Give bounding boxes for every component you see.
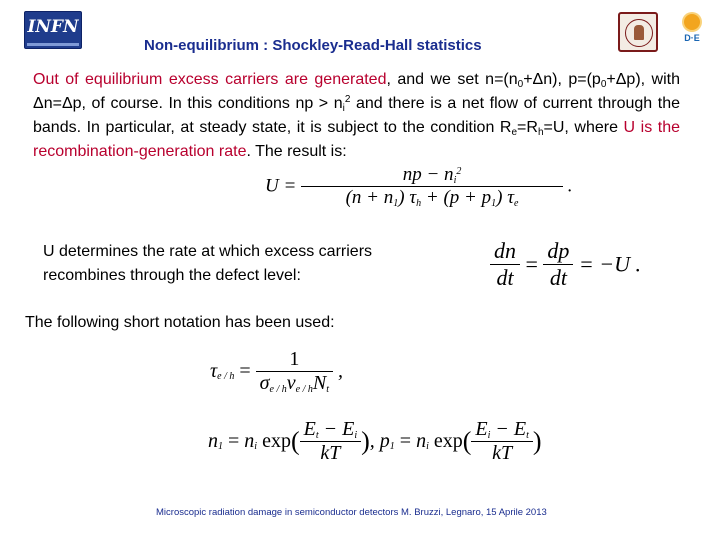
notation-label: The following short notation has been used: xyxy=(25,314,335,331)
eq1-den-text: (n + n xyxy=(345,187,394,208)
eq1-den-text: + (p + p xyxy=(421,187,492,208)
intro-red-u: U is the recombination-generation rate xyxy=(33,119,680,160)
eq4-sub: i xyxy=(354,430,358,441)
eq2-dt: dt xyxy=(496,265,514,290)
eq4-ni: n xyxy=(244,430,255,452)
delta-symbol: Δ xyxy=(532,71,544,88)
eq2-fraction-dn xyxy=(490,238,520,291)
eq4-e: − E xyxy=(490,418,527,440)
eq1-num-sup: 2 xyxy=(456,166,462,177)
intro-paragraph xyxy=(33,68,680,164)
intro-text: p), with xyxy=(626,71,680,88)
intro-text: and there is a net flow of current through the bands. In particular, at steady state, it is subject to the condition R xyxy=(33,95,680,136)
rate-line-1: U determines the rate at which excess carriers xyxy=(43,243,373,260)
eq1-numerator xyxy=(301,164,563,186)
eq3-numerator: 1 xyxy=(289,348,300,370)
eq4-sub: 1 xyxy=(389,441,395,453)
eq4-equals: = xyxy=(228,430,240,452)
eq4-fraction-1 xyxy=(300,418,362,465)
eq4-num-1 xyxy=(300,418,362,441)
intro-sub: h xyxy=(537,127,544,138)
infn-logo-text: INFN xyxy=(27,17,79,37)
intro-sub: i xyxy=(342,103,345,114)
eq4-kt: kT xyxy=(320,442,341,464)
eq4-e: E xyxy=(475,418,488,440)
eq4-paren-open: ( xyxy=(462,426,472,456)
intro-text: p, of course. In this conditions np > n xyxy=(72,95,343,112)
seal-emblem-icon xyxy=(625,19,653,47)
equation-n1-p1 xyxy=(208,418,542,465)
eq2-dt: dt xyxy=(549,265,567,290)
eq3-denominator xyxy=(256,372,333,395)
intro-text: n), p=(p xyxy=(543,71,601,88)
delta-symbol: Δ xyxy=(61,95,73,112)
slide-title: Non-equilibrium : Shockley-Read-Hall statistics xyxy=(144,37,482,54)
eq4-e: E xyxy=(303,418,316,440)
delta-symbol: Δ xyxy=(33,95,44,112)
eq1-lhs: U = xyxy=(265,175,297,197)
equation-u xyxy=(265,164,573,209)
dei-logo xyxy=(674,14,710,50)
eq2-equals: = xyxy=(525,251,538,277)
equation-dndt xyxy=(490,238,641,291)
intro-text: , and we set n=(n xyxy=(386,71,518,88)
eq4-exp: exp xyxy=(262,430,291,452)
infn-logo xyxy=(24,11,82,49)
infn-logo-stripe xyxy=(27,43,79,46)
eq4-p1: p xyxy=(379,430,390,452)
eq4-exp: exp xyxy=(433,430,463,452)
eq4-sub: i xyxy=(254,441,258,453)
eq4-comma: , xyxy=(369,430,375,452)
intro-sub: 0 xyxy=(517,79,524,90)
footer-citation: Microscopic radiation damage in semiconductor detectors M. Bruzzi, Legnaro, 15 Aprile 2013 xyxy=(156,507,547,518)
eq4-kt: kT xyxy=(492,442,513,464)
eq4-equals: = xyxy=(399,430,412,452)
eq1-den-text: ) τ xyxy=(398,187,417,208)
intro-text: + xyxy=(523,71,533,88)
eq3-tau-sub: e / h xyxy=(217,371,235,383)
eq1-num-text: np − n xyxy=(402,164,454,185)
eq4-sub: t xyxy=(315,430,319,441)
intro-red-lead: Out of equilibrium excess carriers are generated xyxy=(33,71,387,88)
eq4-sub: i xyxy=(426,441,429,453)
eq3-sub: e / h xyxy=(295,384,313,395)
eq1-den-sub: 1 xyxy=(491,198,497,209)
eq3-sigma: σ xyxy=(259,372,270,394)
eq4-sub: 1 xyxy=(218,441,223,453)
intro-text: n= xyxy=(43,95,62,112)
intro-text: + xyxy=(606,71,616,88)
eq4-e: − E xyxy=(318,418,355,440)
eq4-num-2 xyxy=(471,418,533,441)
eq1-denominator xyxy=(301,187,563,209)
eq1-fraction xyxy=(301,164,563,209)
eq3-v: v xyxy=(286,372,296,394)
eq3-tau: τ xyxy=(210,360,218,382)
sun-icon xyxy=(684,14,700,30)
eq4-ni: n xyxy=(416,430,427,452)
eq4-n1: n xyxy=(208,430,218,452)
eq2-rhs: = −U . xyxy=(578,251,642,277)
eq4-fraction-2 xyxy=(471,418,533,465)
eq1-den-sub: h xyxy=(416,198,422,209)
eq4-sub: t xyxy=(526,430,529,441)
intro-text: =R xyxy=(517,119,538,136)
eq1-den-sub: e xyxy=(514,198,519,209)
intro-sub: e xyxy=(511,127,518,138)
eq2-dp: dp xyxy=(547,238,570,263)
eq4-paren-close: ) xyxy=(361,426,370,456)
eq1-den-text: ) τ xyxy=(496,187,515,208)
equation-tau xyxy=(210,348,343,395)
delta-symbol: Δ xyxy=(615,71,627,88)
eq4-sub: i xyxy=(487,430,491,441)
intro-sup: 2 xyxy=(344,94,351,105)
intro-text: =U, where xyxy=(543,119,624,136)
eq1-trail: . xyxy=(567,175,573,197)
eq4-paren-close: ) xyxy=(532,426,542,456)
eq3-sub: t xyxy=(326,384,329,395)
eq2-fraction-dp xyxy=(543,238,573,291)
eq3-sub: e / h xyxy=(269,384,287,395)
eq3-trail: , xyxy=(338,360,343,382)
intro-text: . The result is: xyxy=(246,143,347,160)
intro-sub: 0 xyxy=(600,79,607,90)
dei-logo-text: D·E xyxy=(684,33,700,43)
eq4-paren-open: ( xyxy=(290,426,300,456)
eq1-num-sub: i xyxy=(453,175,457,186)
eq3-equals: = xyxy=(239,360,251,382)
eq3-n: N xyxy=(312,372,327,394)
eq2-dn: dn xyxy=(494,238,516,263)
university-seal-logo xyxy=(618,12,658,52)
rate-line-2: recombines through the defect level: xyxy=(43,267,301,284)
rate-paragraph xyxy=(43,240,372,288)
eq3-fraction xyxy=(256,348,333,395)
eq1-den-sub: 1 xyxy=(393,198,399,209)
